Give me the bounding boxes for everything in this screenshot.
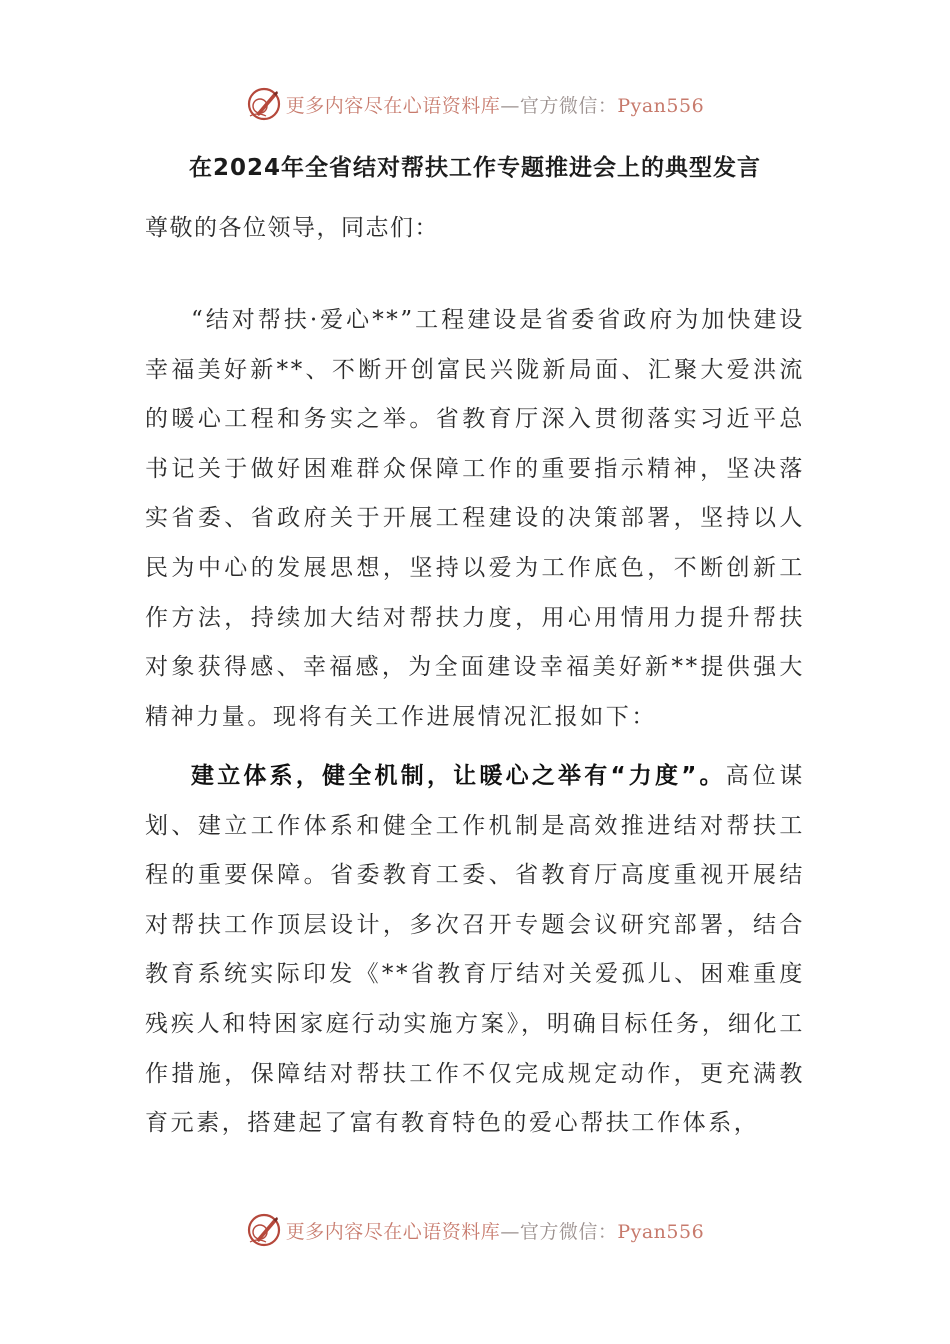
banner-contact-label: 官方微信：	[519, 1220, 618, 1243]
pen-logo-icon	[246, 1212, 282, 1248]
salutation: 尊敬的各位领导，同志们：	[145, 215, 439, 241]
banner-brand: 更多内容尽在心语资料库	[285, 1220, 501, 1243]
banner-contact-label: 官方微信：	[519, 94, 618, 117]
banner-text	[286, 91, 704, 118]
footer-banner	[0, 1210, 950, 1250]
banner-text	[286, 1217, 704, 1244]
section-heading: 建立体系，健全机制，让暖心之举有“力度”。	[191, 763, 726, 789]
paragraph-intro: “结对帮扶·爱心**”工程建设是省委省政府为加快建设幸福美好新**、不断开创富民兴陇新局面、汇聚大爱洪流的暖心工程和务实之举。省教育厅深入贯彻落实习近平总书记关于做好困难群众保障工作的重要指示精神，坚决落实省委、省政府关于开展工程建设的决策部署，坚持以人民为中心的发展思想，坚持以爱为工作底色，不断创新工作方法，持续加大结对帮扶力度，用心用情用力提升帮扶对象获得感、幸福感，为全面建设幸福美好新**提供强大精神力量。现将有关工作进展情况汇报如下：	[145, 307, 805, 730]
pen-logo-icon	[246, 86, 282, 122]
paragraph-section-1	[145, 752, 805, 1149]
banner-contact-id: Pyan556	[617, 94, 705, 117]
banner-dash: —	[500, 1220, 520, 1243]
header-banner	[0, 84, 950, 124]
document-title: 在2024年全省结对帮扶工作专题推进会上的典型发言	[188, 155, 761, 181]
section-body: 高位谋划、建立工作体系和健全工作机制是高效推进结对帮扶工程的重要保障。省委教育工委、省教育厅高度重视开展结对帮扶工作顶层设计，多次召开专题会议研究部署，结合教育系统实际印发《**省教育厅结对关爱孤儿、困难重度残疾人和特困家庭行动实施方案》，明确目标任务，细化工作措施，保障结对帮扶工作不仅完成规定动作，更充满教育元素，搭建起了富有教育特色的爱心帮扶工作体系，	[145, 763, 805, 1137]
banner-contact-id: Pyan556	[617, 1220, 705, 1243]
banner-dash: —	[500, 94, 520, 117]
banner-brand: 更多内容尽在心语资料库	[285, 94, 501, 117]
